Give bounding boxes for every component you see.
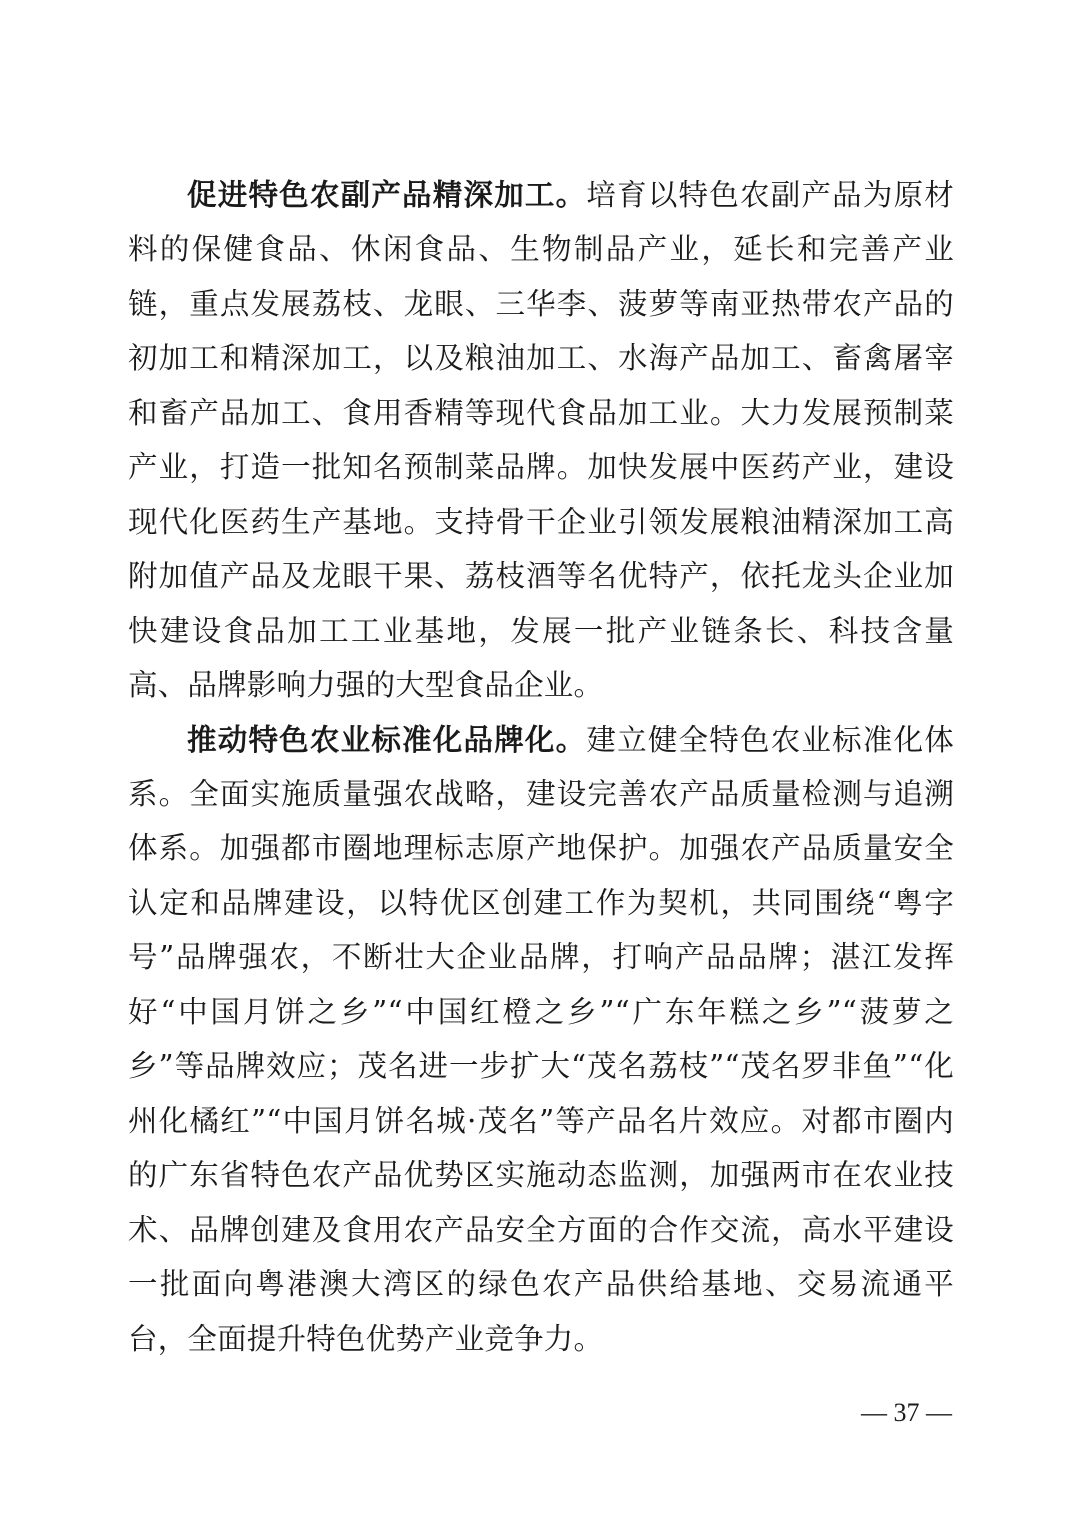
page-number: — 37 —	[861, 1398, 952, 1427]
paragraph-body: 建立健全特色农业标准化体系。全面实施质量强农战略，建设完善农产品质量检测与追溯体系。加强都市圈地理标志原产地保护。加强农产品质量安全认定和品牌建设，以特优区创建工作为契机，共同围绕“粤字号”品牌强农，不断壮大企业品牌，打响产品品牌；湛江发挥好“中国月饼之乡”“中国红橙之乡”“广东年糕之乡”“菠萝之乡”等品牌效应；茂名进一步扩大“茂名荔枝”“茂名罗非鱼”“化州化橘红”“中国月饼名城·茂名”等产品名片效应。对都市圈内的广东省特色农产品优势区实施动态监测，加强两市在农业技术、品牌创建及食用农产品安全方面的合作交流，高水平建设一批面向粤港澳大湾区的绿色农产品供给基地、交易流通平台，全面提升特色优势产业竞争力。	[128, 722, 954, 1356]
body-text	[128, 168, 954, 1366]
paragraph-heading: 促进特色农副产品精深加工。	[187, 177, 587, 212]
paragraph-heading: 推动特色农业标准化品牌化。	[187, 721, 587, 757]
paragraph-processing	[128, 168, 954, 713]
paragraph-branding	[128, 713, 954, 1366]
paragraph-body: 培育以特色农副产品为原材料的保健食品、休闲食品、生物制品产业，延长和完善产业链，重点发展荔枝、龙眼、三华李、菠萝等南亚热带农产品的初加工和精深加工，以及粮油加工、水海产品加工、畜禽屠宰和畜产品加工、食用香精等现代食品加工业。大力发展预制菜产业，打造一批知名预制菜品牌。加快发展中医药产业，建设现代化医药生产基地。支持骨干企业引领发展粮油精深加工高附加值产品及龙眼干果、荔枝酒等名优特产，依托龙头企业加快建设食品加工工业基地，发展一批产业链条长、科技含量高、品牌影响力强的大型食品企业。	[128, 178, 954, 703]
